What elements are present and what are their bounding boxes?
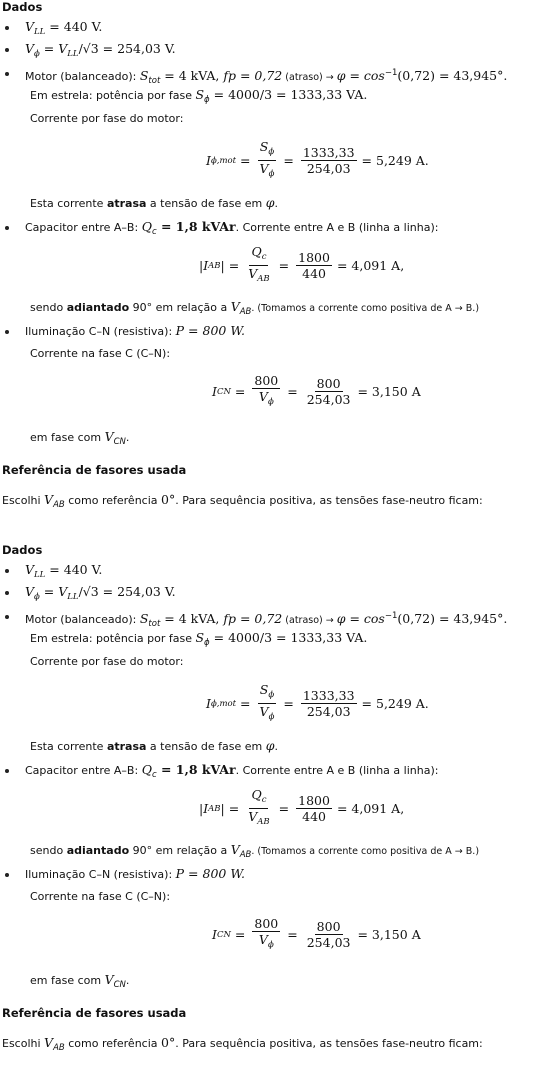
motor-current-equation: I ϕ,mot = $\frac{S_\phi}{V_\phi}$ = $\frac{1333,33}{254,03}$ = 5,249 A. (206, 682, 429, 722)
atrasa-line: Esta corrente atrasa a tensão de fase em φ. (30, 195, 279, 210)
bullet-dot (5, 72, 9, 76)
capacitor-line: Capacitor entre A–B: $Q_c = 1,8$ kVAr. Corrente entre A e B (linha a linha): (25, 762, 439, 780)
bullet-dot (5, 330, 9, 334)
em-fase-line: em fase com $V_{CN}$. (30, 972, 130, 990)
motor-current-equation: I ϕ,mot = $\frac{S_\phi}{V_\phi}$ = $\frac{1333,33}{254,03}$ = 5,249 A. (206, 139, 429, 179)
bullet-dot (5, 591, 9, 595)
bullet-vll: $V_{LL} = 440$ V. (25, 19, 103, 37)
content-block-1 (0, 0, 544, 526)
bullet-dot (5, 26, 9, 30)
fase-c-label: Corrente na fase C (C–N): (30, 890, 171, 903)
section-heading-referencia: Referência de fasores usada (2, 463, 187, 477)
escolhi-line: Escolhi $V_{AB}$ como referência 0°. Para sequência positiva, as tensões fase-neutro ficam: (2, 1035, 483, 1053)
bullet-dot (5, 569, 9, 573)
bullet-dot (5, 873, 9, 877)
em-fase-line: em fase com $V_{CN}$. (30, 429, 130, 447)
bullet-dot (5, 226, 9, 230)
bullet-dot (5, 769, 9, 773)
motor-line: Motor (balanceado): $S_{tot} = 4$ kVA, fp = 0,72 (atraso) → $\varphi = \cos^{-1}(0,72) = 43,945^\circ$. (25, 68, 508, 86)
fase-c-label: Corrente na fase C (C–N): (30, 347, 171, 360)
iluminacao-line: Iluminação C–N (resistiva): P = 800 W. (25, 866, 245, 881)
corrente-motor-label: Corrente por fase do motor: (30, 655, 184, 668)
bullet-dot (5, 48, 9, 52)
bullet-vphi: $V_\phi = V_{LL}/√3 = 254,03$ V. (25, 41, 176, 59)
escolhi-line: Escolhi $V_{AB}$ como referência 0°. Para sequência positiva, as tensões fase-neutro ficam: (2, 492, 483, 510)
section-heading-dados: Dados (2, 0, 43, 14)
adiantado-line: sendo adiantado 90° em relação a $V_{AB}$. (Tomamos a corrente como positiva de A → B.) (30, 299, 480, 317)
adiantado-line: sendo adiantado 90° em relação a $V_{AB}$. (Tomamos a corrente como positiva de A → B.) (30, 842, 480, 860)
iluminacao-current-equation: I CN = $\frac{800}{V_\phi}$ = $\frac{800}{254,03}$ = 3,150 A (212, 373, 421, 407)
motor-line: Motor (balanceado): $S_{tot} = 4$ kVA, fp = 0,72 (atraso) → $\varphi = \cos^{-1}(0,72) = 43,945^\circ$. (25, 611, 508, 629)
estrela-line: Em estrela: potência por fase $S_\phi = 4000/3 = 1333,33$ VA. (30, 630, 368, 648)
bullet-vphi: $V_\phi = V_{LL}/√3 = 254,03$ V. (25, 584, 176, 602)
atrasa-line: Esta corrente atrasa a tensão de fase em φ. (30, 738, 279, 753)
capacitor-current-equation: |I AB | = $\frac{Q_c}{V_{AB}}$ = $\frac{1800}{440}$ = 4,091 A, (199, 787, 405, 827)
section-heading-referencia: Referência de fasores usada (2, 1006, 187, 1020)
iluminacao-line: Iluminação C–N (resistiva): P = 800 W. (25, 323, 245, 338)
capacitor-current-equation: |I AB | = $\frac{Q_c}{V_{AB}}$ = $\frac{1800}{440}$ = 4,091 A, (199, 244, 405, 284)
capacitor-line: Capacitor entre A–B: $Q_c = 1,8$ kVAr. Corrente entre A e B (linha a linha): (25, 219, 439, 237)
bullet-dot (5, 615, 9, 619)
iluminacao-current-equation: I CN = $\frac{800}{V_\phi}$ = $\frac{800}{254,03}$ = 3,150 A (212, 916, 421, 950)
bullet-vll: $V_{LL} = 440$ V. (25, 562, 103, 580)
corrente-motor-label: Corrente por fase do motor: (30, 112, 184, 125)
content-block-2 (0, 543, 544, 1069)
estrela-line: Em estrela: potência por fase $S_\phi = 4000/3 = 1333,33$ VA. (30, 87, 368, 105)
section-heading-dados: Dados (2, 543, 43, 557)
